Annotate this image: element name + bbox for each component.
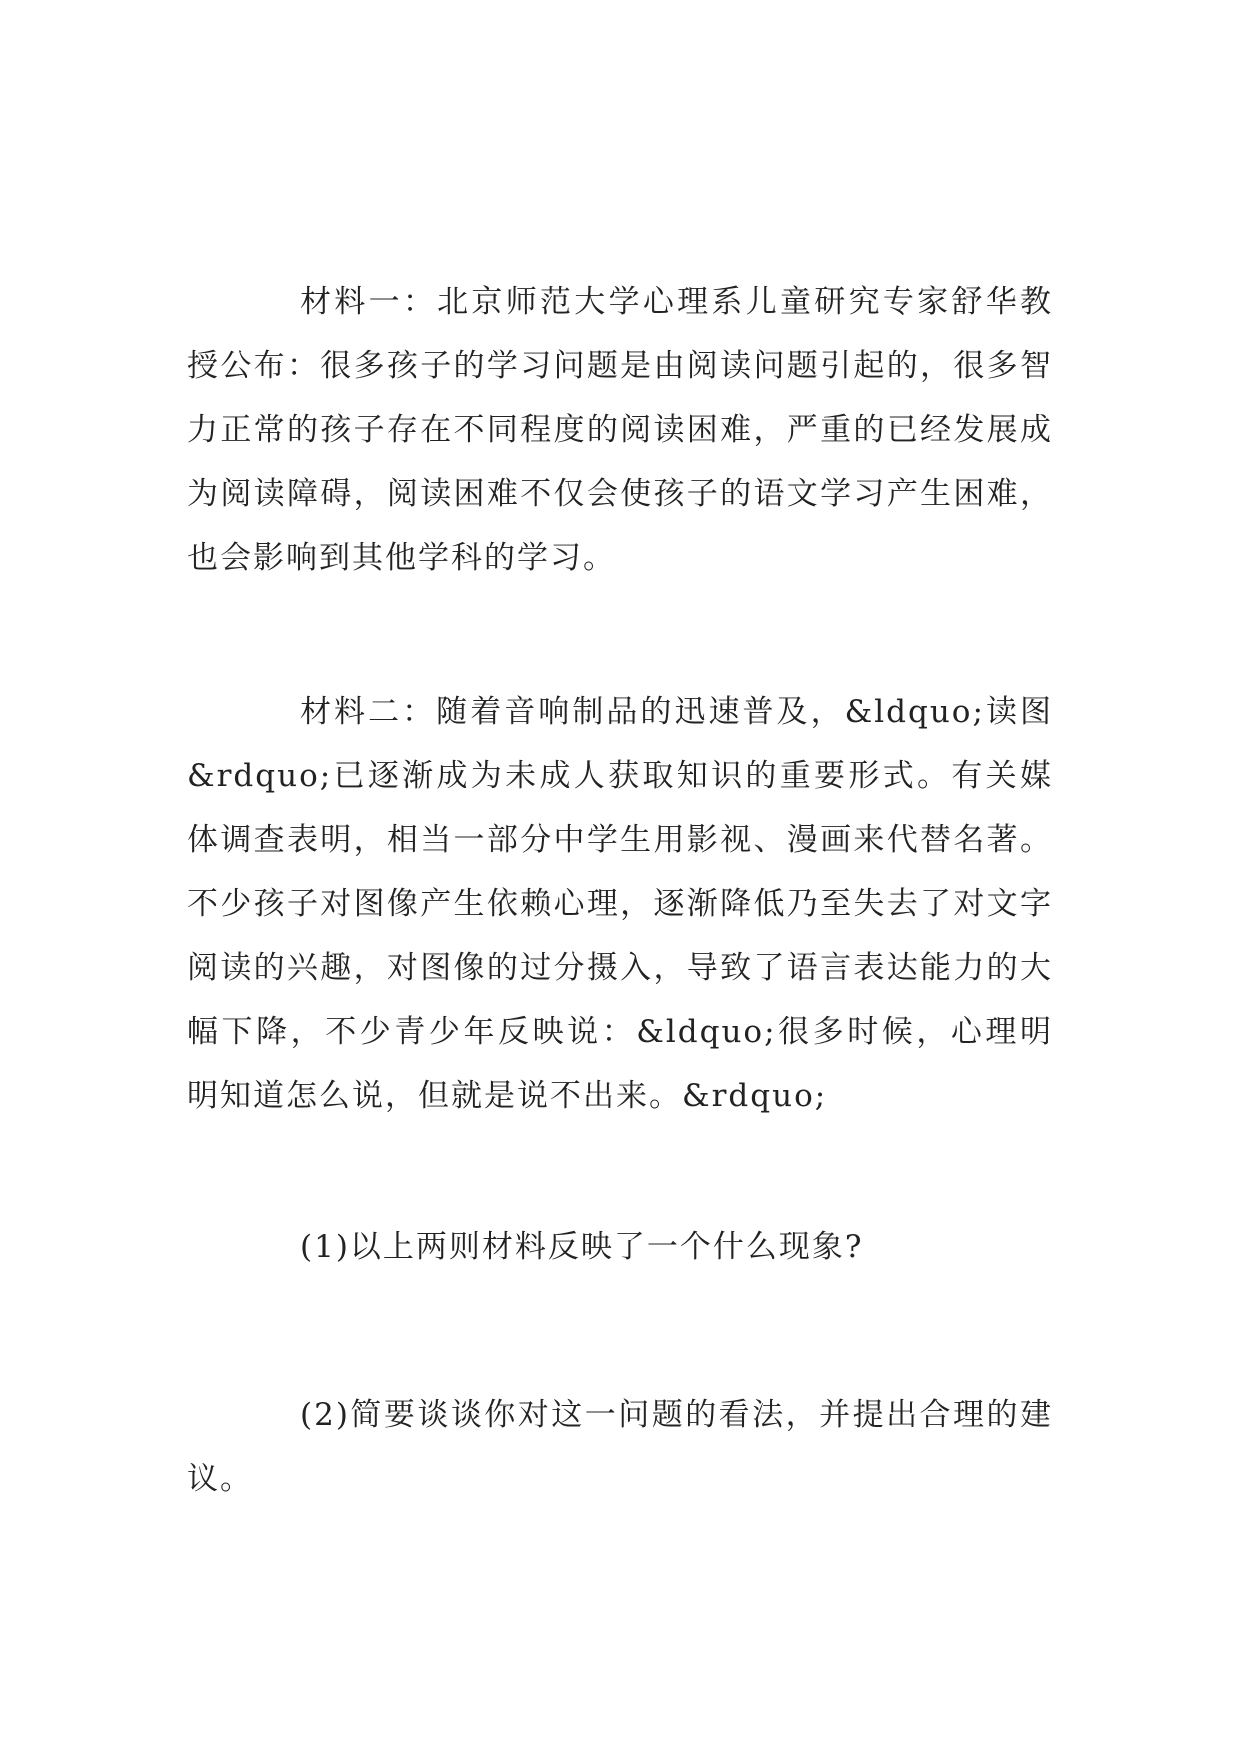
material-one-paragraph: 材料一：北京师范大学心理系儿童研究专家舒华教授公布：很多孩子的学习问题是由阅读问题引起的，很多智力正常的孩子存在不同程度的阅读困难，严重的已经发展成为阅读障碍，阅读困难不仅会使孩子的语文学习产生困难，也会影响到其他学科的学习。 — [187, 284, 1053, 576]
question-two-paragraph: (2)简要谈谈你对这一问题的看法，并提出合理的建议。 — [187, 1397, 1053, 1497]
material-two-paragraph: 材料二：随着音响制品的迅速普及，&ldquo;读图&rdquo;已逐渐成为未成人获取知识的重要形式。有关媒体调查表明，相当一部分中学生用影视、漫画来代替名著。不少孩子对图像产生依赖心理，逐渐降低乃至失去了对文字阅读的兴趣，对图像的过分摄入，导致了语言表达能力的大幅下降，不少青少年反映说：&ldquo;很多时候，心理明明知道怎么说，但就是说不出来。&rdquo; — [187, 694, 1053, 1114]
question-one-paragraph: (1)以上两则材料反映了一个什么现象? — [300, 1229, 864, 1265]
